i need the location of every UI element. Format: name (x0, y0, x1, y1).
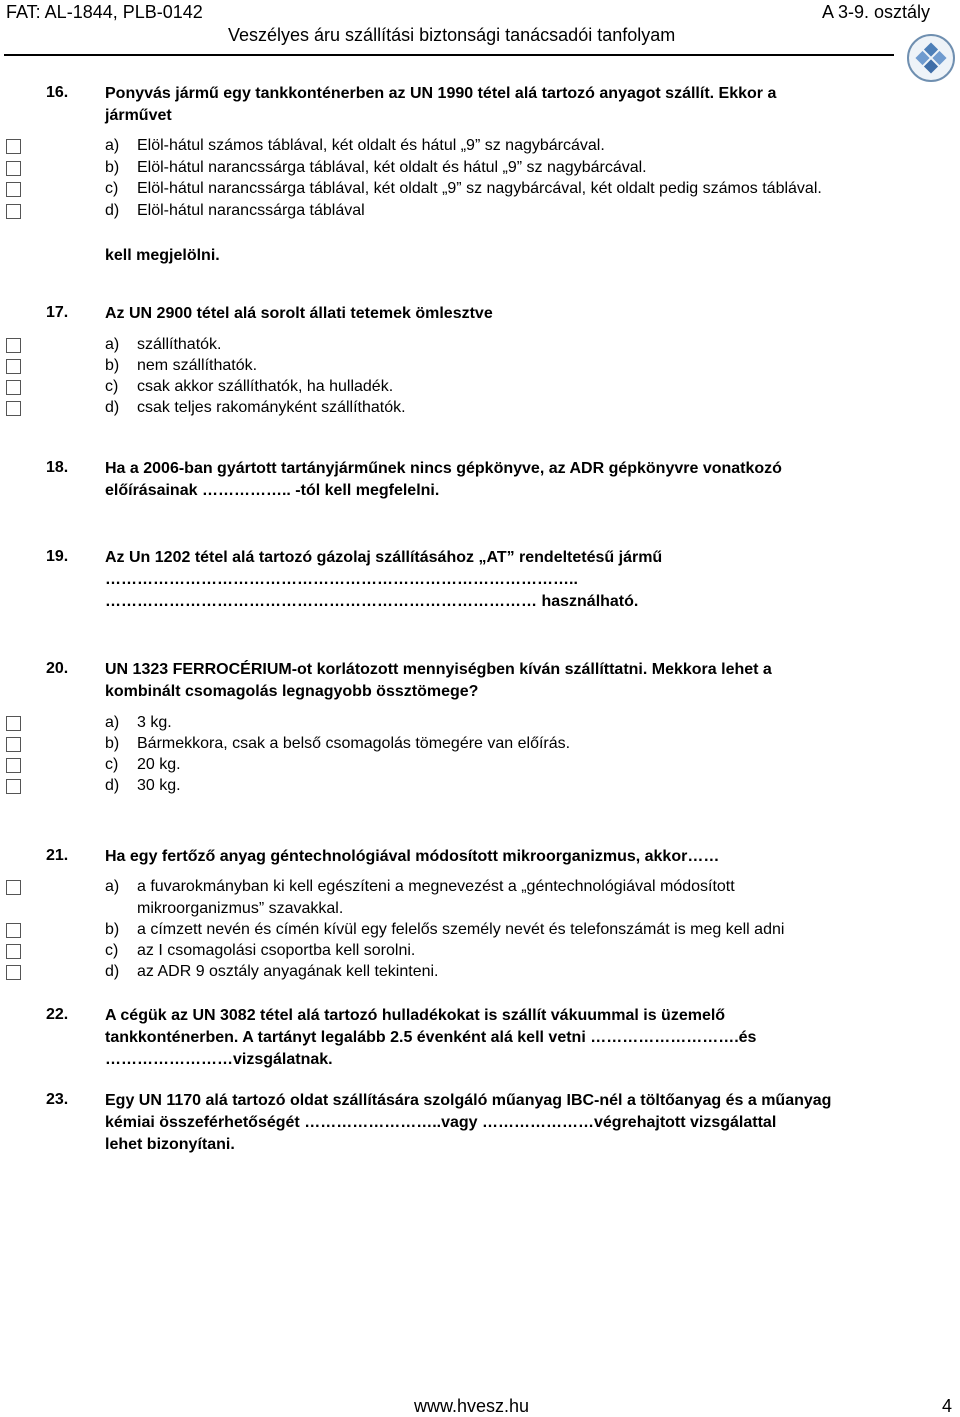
option-text: a fuvarokmányban ki kell egészíteni a megnevezést a „géntechnológiával módosított (137, 878, 735, 895)
option-text: a címzett nevén és címén kívül egy felelős személy nevét és telefonszámát is meg kell adni (137, 921, 785, 938)
option-16d (105, 202, 365, 220)
option-20d (105, 777, 181, 795)
answer-checkbox-16a[interactable] (6, 139, 21, 154)
option-label: d) (105, 777, 120, 794)
answer-checkbox-21c[interactable] (6, 944, 21, 959)
option-label: c) (105, 756, 119, 773)
option-16b (105, 159, 647, 177)
option-text: Elöl-hátul narancssárga táblával, két oldalt „9” sz nagybárcával, két oldalt pedig számos táblával. (137, 180, 822, 197)
option-label: b) (105, 357, 120, 374)
option-text: csak akkor szállíthatók, ha hulladék. (137, 378, 394, 395)
option-label: c) (105, 378, 119, 395)
option-17d (105, 399, 406, 417)
option-21d (105, 963, 439, 981)
option-21c (105, 942, 415, 960)
question-21-number: 21. (46, 847, 69, 864)
option-text: Elöl-hátul számos táblával, két oldalt és hátul „9” sz nagybárcával. (137, 137, 605, 154)
option-text: az I csomagolási csoportba kell sorolni. (137, 942, 416, 959)
question-22-number: 22. (46, 1006, 69, 1023)
option-17c (105, 378, 393, 396)
header-subtitle: Veszélyes áru szállítási biztonsági tanácsadói tanfolyam (228, 25, 676, 45)
question-23-number: 23. (46, 1091, 69, 1108)
question-22-text-line-1: A cégük az UN 3082 tétel alá tartozó hulladékokat is szállít vákuummal is üzemelő (105, 1007, 726, 1024)
option-label: b) (105, 159, 120, 176)
header-class-label: A 3-9. osztály (821, 2, 930, 22)
option-label: d) (105, 963, 120, 980)
answer-checkbox-20a[interactable] (6, 716, 21, 731)
answer-checkbox-21d[interactable] (6, 965, 21, 980)
option-16a (105, 137, 605, 155)
option-label: a) (105, 878, 120, 895)
answer-checkbox-16c[interactable] (6, 182, 21, 197)
option-label: b) (105, 921, 120, 938)
option-21a (105, 878, 735, 896)
header-course-code: FAT: AL-1844, PLB-0142 (6, 2, 203, 22)
answer-checkbox-20d[interactable] (6, 779, 21, 794)
answer-checkbox-17b[interactable] (6, 359, 21, 374)
question-18-text-line-1: Ha a 2006-ban gyártott tartányjárműnek nincs gépkönyve, az ADR gépkönyvre vonatkozó (105, 460, 782, 477)
question-22-text-line-2: tankkonténerben. A tartányt legalább 2.5 évenként alá kell vetni ……………………….és (105, 1029, 757, 1046)
footer-page-number: 4 (942, 1396, 953, 1416)
option-label: d) (105, 399, 120, 416)
option-label: a) (105, 137, 120, 154)
question-23-text-line-3: lehet bizonyítani. (105, 1136, 235, 1153)
question-16-text-line-1: Ponyvás jármű egy tankkonténerben az UN 1990 tétel alá tartozó anyagot szállít. Ekkor a (105, 85, 777, 102)
answer-checkbox-16b[interactable] (6, 161, 21, 176)
option-20a (105, 714, 172, 732)
answer-checkbox-21a[interactable] (6, 880, 21, 895)
answer-checkbox-17c[interactable] (6, 380, 21, 395)
option-text: az ADR 9 osztály anyagának kell tekinteni. (137, 963, 439, 980)
answer-checkbox-20c[interactable] (6, 758, 21, 773)
question-20-number: 20. (46, 660, 69, 677)
question-16-text-line-2: járművet (105, 107, 172, 124)
option-text: 30 kg. (137, 777, 181, 794)
option-20b (105, 735, 570, 753)
question-20-text-line-1: UN 1323 FERROCÉRIUM-ot korlátozott mennyiségben kíván szállíttatni. Mekkora lehet a (105, 661, 772, 678)
question-19-text-line-3: ……………………………………………………………………… használható. (105, 593, 639, 610)
question-19-text-line-2: …………………………………………………………………………….. (105, 571, 578, 588)
option-17b (105, 357, 257, 375)
question-17-text-line-1: Az UN 2900 tétel alá sorolt állati tetemek ömlesztve (105, 305, 493, 322)
answer-checkbox-16d[interactable] (6, 204, 21, 219)
footer-website-link[interactable]: www.hvesz.hu (414, 1396, 530, 1416)
question-23-text-line-2: kémiai összeférhetőségét ……………………..vagy …………………végrehajtott vizsgálattal (105, 1114, 777, 1131)
option-16c (105, 180, 822, 198)
option-17a (105, 336, 221, 354)
option-text: 20 kg. (137, 756, 181, 773)
answer-checkbox-21b[interactable] (6, 923, 21, 938)
question-17-number: 17. (46, 304, 69, 321)
option-text: 3 kg. (137, 714, 172, 731)
option-text: Elöl-hátul narancssárga táblával, két oldalt és hátul „9” sz nagybárcával. (137, 159, 647, 176)
question-19-number: 19. (46, 548, 69, 565)
question-18-text-line-2: előírásainak …………….. -tól kell megfelelni. (105, 482, 440, 499)
option-label: d) (105, 202, 120, 219)
question-16-tail: kell megjelölni. (105, 247, 220, 264)
answer-checkbox-17d[interactable] (6, 401, 21, 416)
option-21a-continuation: mikroorganizmus” szavakkal. (137, 900, 344, 917)
option-label: a) (105, 336, 120, 353)
option-text: Elöl-hátul narancssárga táblával (137, 202, 365, 219)
answer-checkbox-17a[interactable] (6, 338, 21, 353)
answer-checkbox-20b[interactable] (6, 737, 21, 752)
question-19-text-line-1: Az Un 1202 tétel alá tartozó gázolaj szállításához „AT” rendeltetésű jármű (105, 549, 663, 566)
option-text: csak teljes rakományként szállíthatók. (137, 399, 406, 416)
question-16-number: 16. (46, 84, 69, 101)
option-label: c) (105, 180, 119, 197)
hvesz-logo-icon (906, 33, 956, 83)
question-20-text-line-2: kombinált csomagolás legnagyobb össztömege? (105, 683, 479, 700)
option-label: a) (105, 714, 120, 731)
option-20c (105, 756, 181, 774)
question-23-text-line-1: Egy UN 1170 alá tartozó oldat szállítására szolgáló műanyag IBC-nél a töltőanyag és a műanyag (105, 1092, 832, 1109)
header-divider (4, 54, 894, 56)
option-label: b) (105, 735, 120, 752)
question-18-number: 18. (46, 459, 69, 476)
option-label: c) (105, 942, 119, 959)
option-text: nem szállíthatók. (137, 357, 258, 374)
option-text: szállíthatók. (137, 336, 222, 353)
question-21-text-line-1: Ha egy fertőző anyag géntechnológiával módosított mikroorganizmus, akkor…… (105, 848, 720, 865)
option-text: Bármekkora, csak a belső csomagolás tömegére van előírás. (137, 735, 571, 752)
question-22-text-line-3: ……………………vizsgálatnak. (105, 1051, 333, 1068)
option-21b (105, 921, 784, 939)
